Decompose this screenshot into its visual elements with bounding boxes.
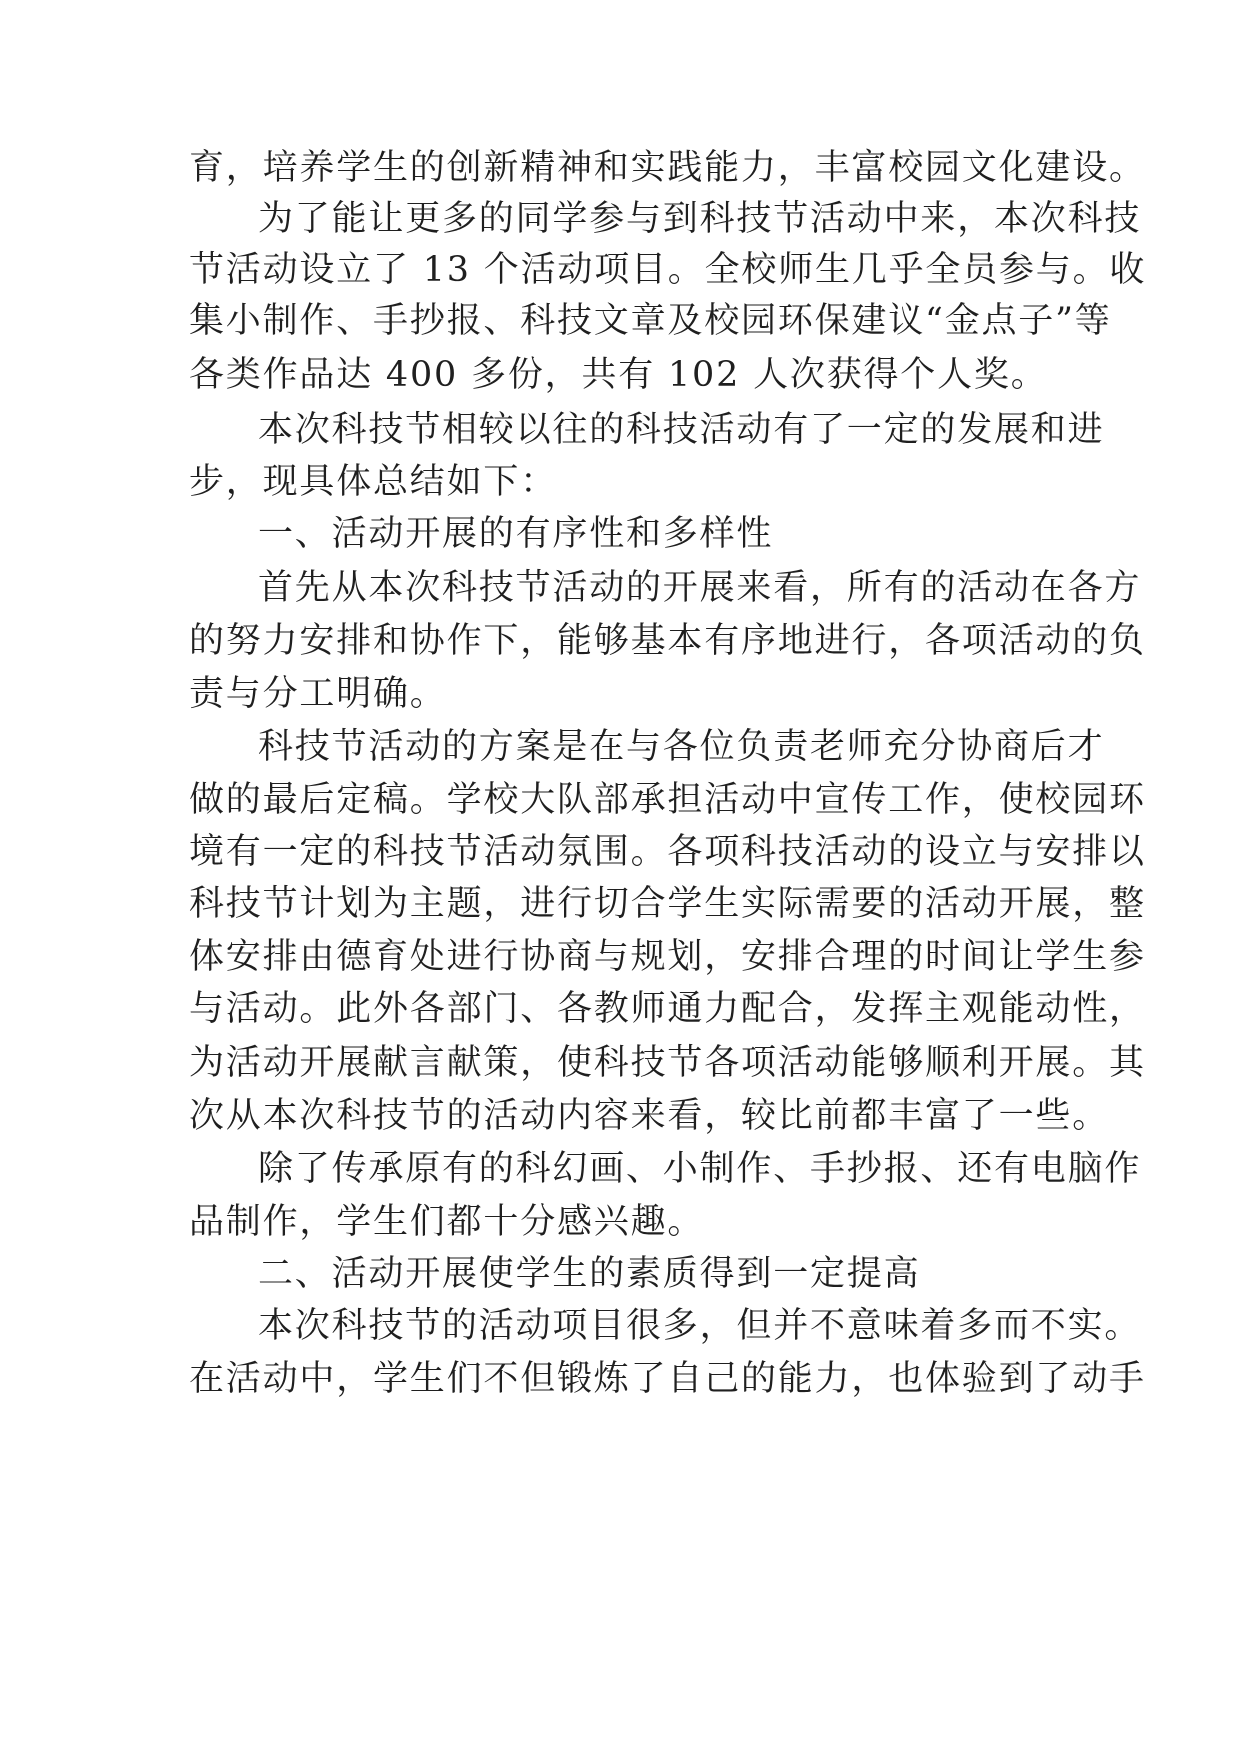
text-line-3: 节活动设立了 13 个活动项目。全校师生几乎全员参与。收 (189, 250, 1147, 290)
text-line-6: 本次科技节相较以往的科技活动有了一定的发展和进 (258, 410, 1105, 450)
text-line-4: 集小制作、手抄报、科技文章及校园环保建议“金点子”等 (189, 301, 1112, 341)
text-line-23: 本次科技节的活动项目很多，但并不意味着多而不实。 (258, 1306, 1142, 1346)
section-heading-1: 一、活动开展的有序性和多样性 (258, 514, 774, 554)
text-line-12: 科技节活动的方案是在与各位负责老师充分协商后才 (258, 727, 1105, 767)
text-line-20: 除了传承原有的科幻画、小制作、手抄报、还有电脑作 (258, 1149, 1142, 1189)
text-line-18: 为活动开展献言献策，使科技节各项活动能够顺利开展。其 (189, 1043, 1146, 1083)
text-line-24: 在活动中，学生们不但锻炼了自己的能力，也体验到了动手 (189, 1359, 1146, 1399)
text-line-5: 各类作品达 400 多份，共有 102 人次获得个人奖。 (189, 355, 1048, 395)
text-line-14: 境有一定的科技节活动氛围。各项科技活动的设立与安排以 (189, 832, 1146, 872)
text-line-11: 责与分工明确。 (189, 674, 447, 714)
text-line-10: 的努力安排和协作下，能够基本有序地进行，各项活动的负 (189, 621, 1146, 661)
text-line-21: 品制作，学生们都十分感兴趣。 (189, 1202, 705, 1242)
text-line-2: 为了能让更多的同学参与到科技节活动中来，本次科技 (258, 199, 1142, 239)
text-line-1: 育，培养学生的创新精神和实践能力，丰富校园文化建设。 (189, 148, 1146, 188)
section-heading-2: 二、活动开展使学生的素质得到一定提高 (258, 1254, 921, 1294)
text-line-9: 首先从本次科技节活动的开展来看，所有的活动在各方 (258, 568, 1142, 608)
text-line-7: 步，现具体总结如下： (189, 462, 558, 502)
text-line-19: 次从本次科技节的活动内容来看，较比前都丰富了一些。 (189, 1096, 1110, 1136)
text-line-13: 做的最后定稿。学校大队部承担活动中宣传工作，使校园环 (189, 780, 1146, 820)
text-line-16: 体安排由德育处进行协商与规划，安排合理的时间让学生参 (189, 937, 1146, 977)
text-line-17: 与活动。此外各部门、各教师通力配合，发挥主观能动性， (189, 989, 1146, 1029)
text-line-15: 科技节计划为主题，进行切合学生实际需要的活动开展，整 (189, 884, 1146, 924)
